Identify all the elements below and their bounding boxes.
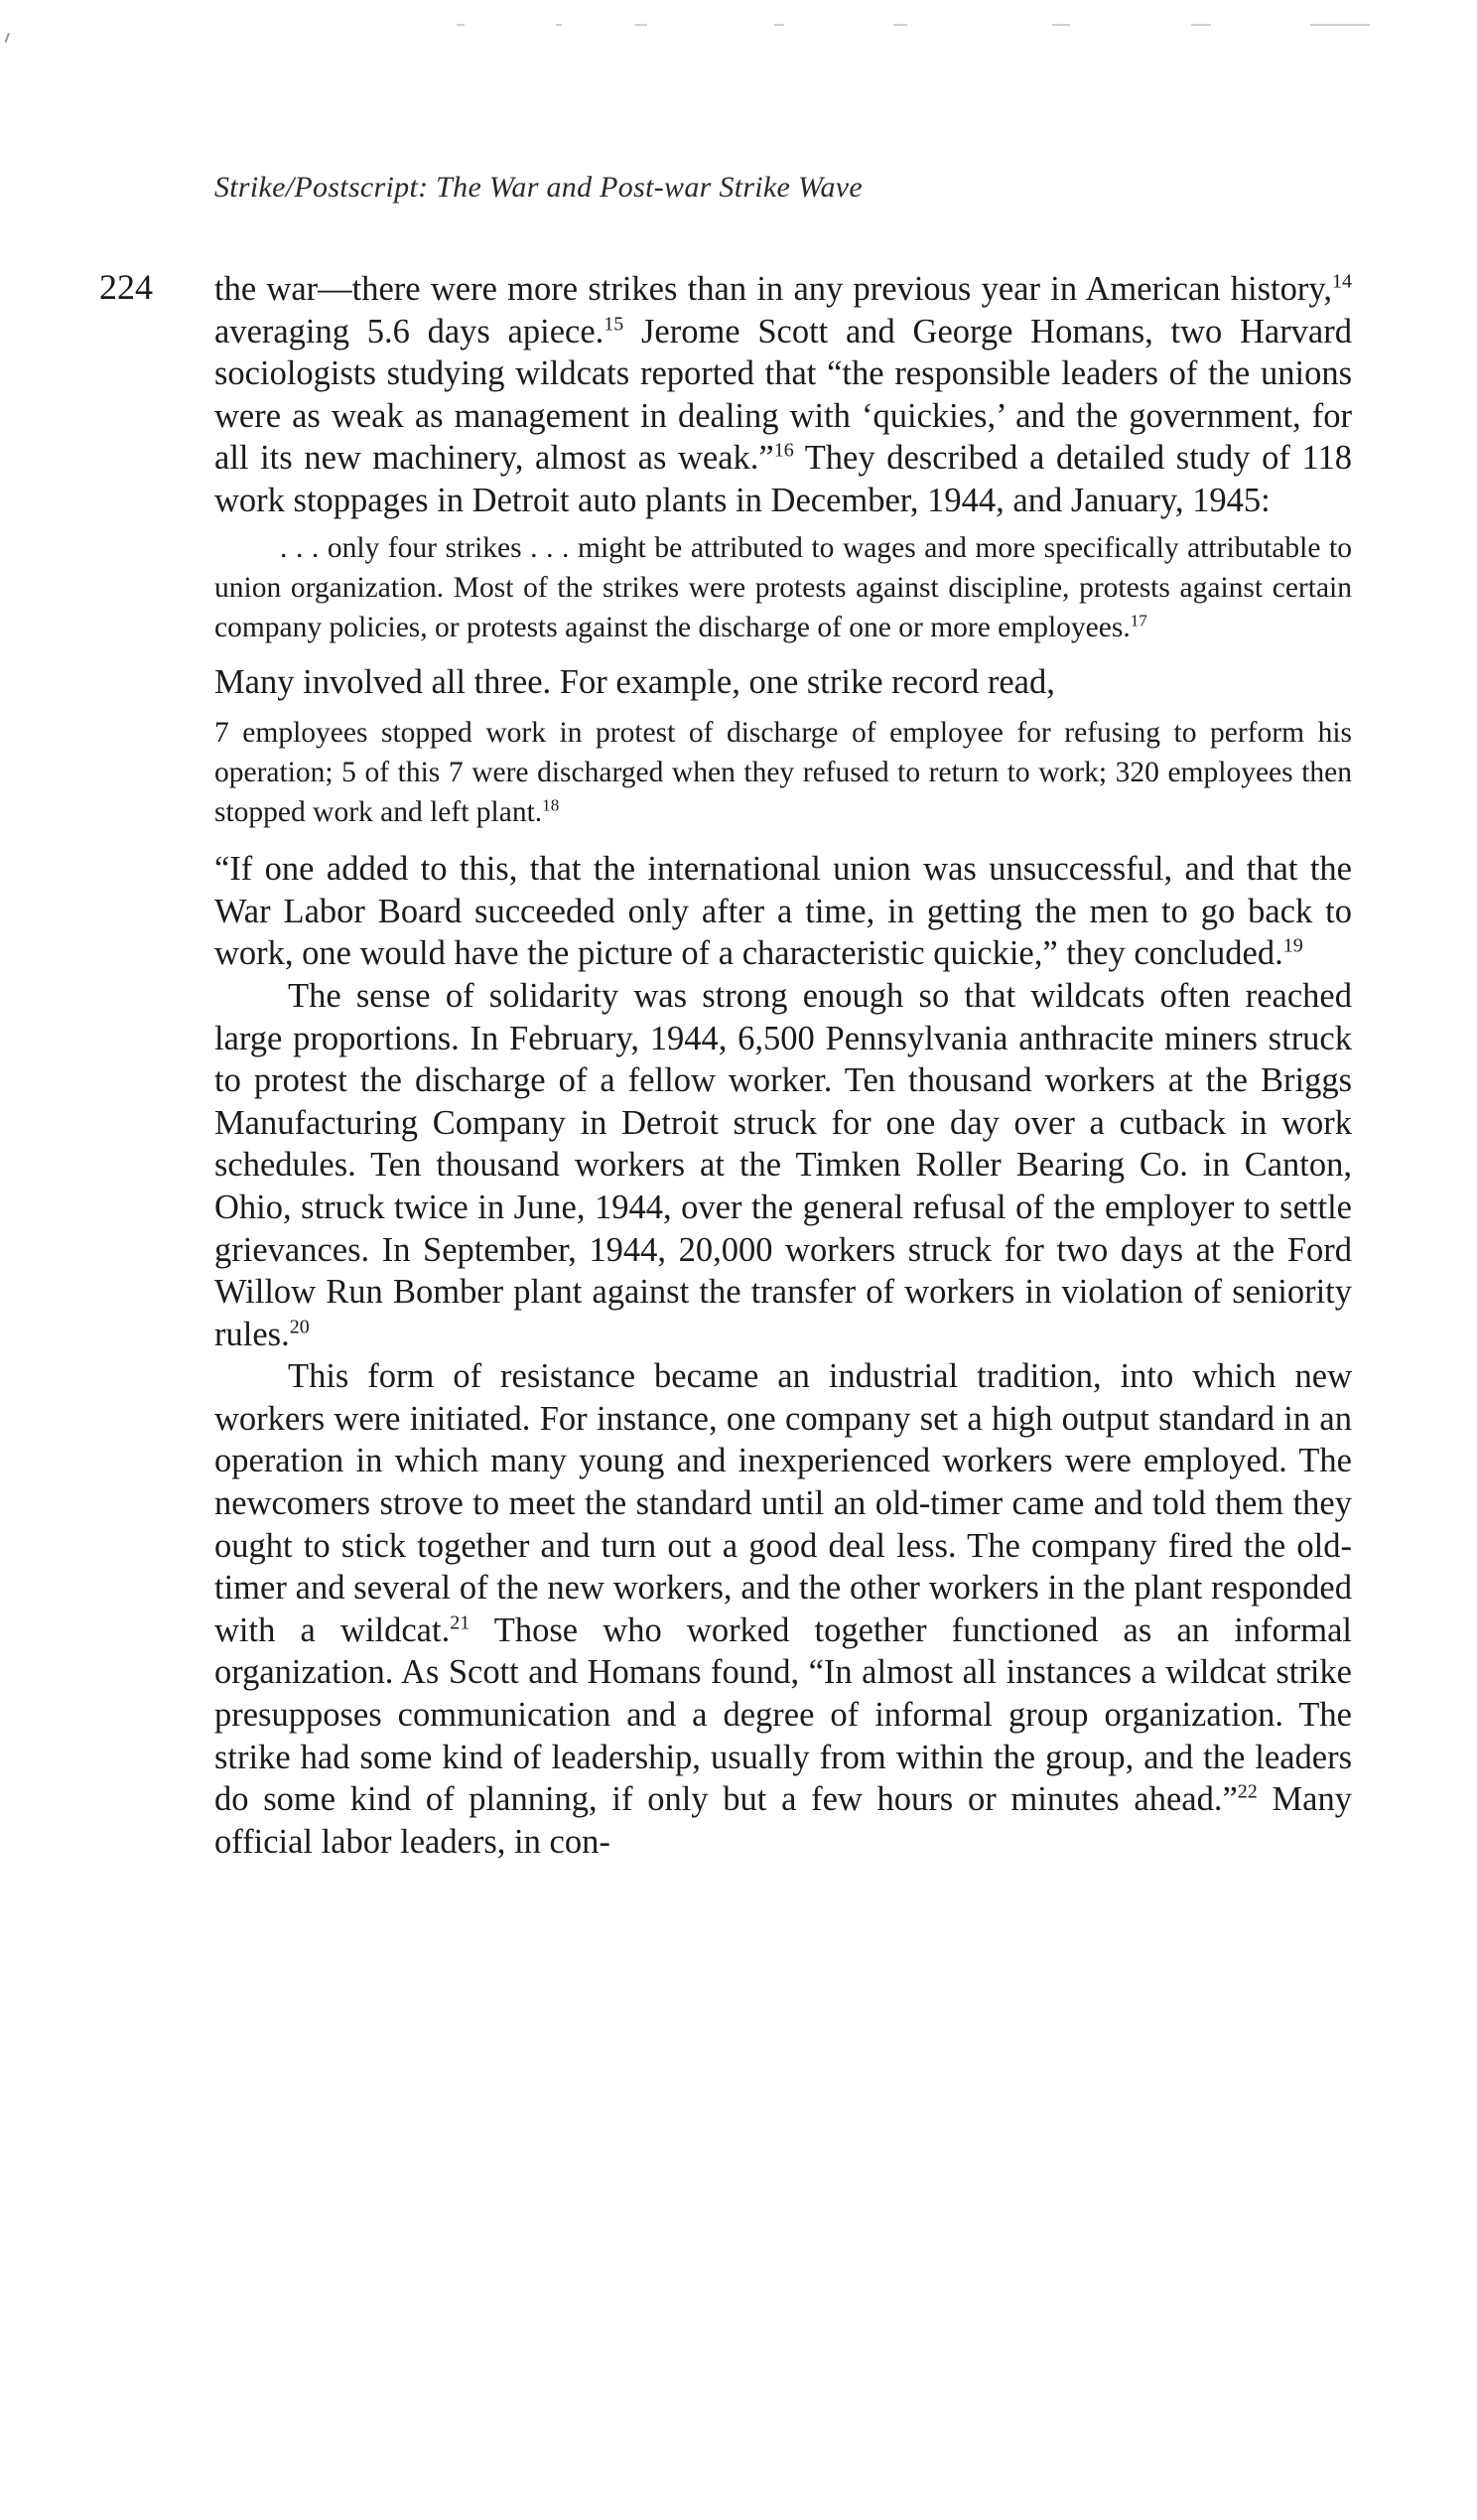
text-run: Those who worked together functioned as an informal organization. As Scott and Homans found, “In almost all instances a wildcat strike presupposes communication and a degree of informal group organization. The strike had some kind of leadership, usually from within the group, and the leaders do some kind of planning, if only but a few hours or minutes ahead.”: [214, 1610, 1352, 1819]
paragraph-1: [214, 268, 1352, 522]
paragraph-5: [214, 1355, 1352, 1863]
footnote-ref: 14: [1332, 270, 1352, 293]
scan-speck: [635, 24, 647, 26]
text-run: The sense of solidarity was strong enough so that wildcats often reached large proportions. In February, 1944, 6,500 Pennsylvania anthracite miners struck to protest the discharge of a fellow worker. Ten thousand workers at the Briggs Manufacturing Company in Detroit struck for one day over a cutback in work schedules. Ten thousand workers at the Timken Roller Bearing Co. in Canton, Ohio, struck twice in June, 1944, over the general refusal of the employer to settle grievances. In September, 1944, 20,000 workers struck for two days at the Ford Willow Run Bomber plant against the transfer of workers in violation of seniority rules.: [214, 976, 1352, 1353]
text-run: This form of resistance became an industrial tradition, into which new workers were initiated. For instance, one company set a high output standard in an operation in which many young and inexperienced workers were employed. The newcomers strove to meet the standard until an old-timer came and told them they ought to stick together and turn out a good deal less. The company fired the old-timer and several of the new workers, and the other workers in the plant responded with a wildcat.: [214, 1357, 1352, 1649]
footnote-ref: 22: [1237, 1780, 1258, 1803]
text-run: “If one added to this, that the international union was unsuccessful, and that the War Labor Board succeeded only after a time, in getting the men to go back to work, one would have the picture of a characteristic quickie,” they concluded.: [214, 850, 1352, 973]
scan-speck: [457, 24, 465, 26]
scan-speck: [556, 24, 562, 26]
text-run: averaging 5.6 days apiece.: [214, 312, 604, 350]
footnote-ref: 21: [450, 1611, 470, 1634]
footnote-ref: 18: [542, 795, 560, 815]
scan-speck: [1310, 24, 1370, 26]
body-text: [214, 268, 1352, 1863]
text-run: Jerome Scott and George Homans, two Harvard sociologists studying wildcats reported that “the responsible leaders of the unions were as weak as management in dealing with ‘quickies,’ and the government, for all its new machinery, almost as weak.”: [214, 312, 1352, 478]
text-run: the war—there were more strikes than in any previous year in American history,: [214, 270, 1332, 308]
block-quote-1: [214, 528, 1352, 647]
page-number: 224: [99, 267, 153, 307]
text-run: They described a detailed study of 118 work stoppages in Detroit auto plants in December, 1944, and January, 1945:: [214, 439, 1352, 519]
text-run: Many official labor leaders, in con-: [214, 1780, 1352, 1861]
scan-speck: [1191, 24, 1211, 26]
quote-text: 7 employees stopped work in protest of discharge of employee for refusing to perform his operation; 5 of this 7 were discharged when they refused to return to work; 320 employees then stopped work and left plant.: [214, 717, 1352, 829]
footnote-ref: 16: [773, 439, 794, 462]
footnote-ref: 20: [289, 1316, 310, 1338]
block-quote-2: [214, 713, 1352, 832]
running-head: Strike/Postscript: The War and Post-war Strike Wave: [214, 171, 864, 204]
scan-speck: [774, 24, 784, 26]
paragraph-2: Many involved all three. For example, one strike record read,: [214, 662, 1055, 701]
scan-speck: [893, 24, 907, 26]
paragraph-3: [214, 848, 1352, 975]
footnote-ref: 17: [1130, 610, 1147, 630]
paragraph-4: [214, 975, 1352, 1355]
footnote-ref: 15: [604, 313, 624, 336]
footnote-ref: 19: [1282, 934, 1303, 957]
scan-speck: [1052, 24, 1070, 26]
quote-text: . . . only four strikes . . . might be attributed to wages and more specifically attributable to union organization. Most of the strikes were protests against discipline, protests against certain company policies, or protests against the discharge of one or more employees.: [214, 531, 1352, 643]
scan-mark: [5, 33, 16, 45]
